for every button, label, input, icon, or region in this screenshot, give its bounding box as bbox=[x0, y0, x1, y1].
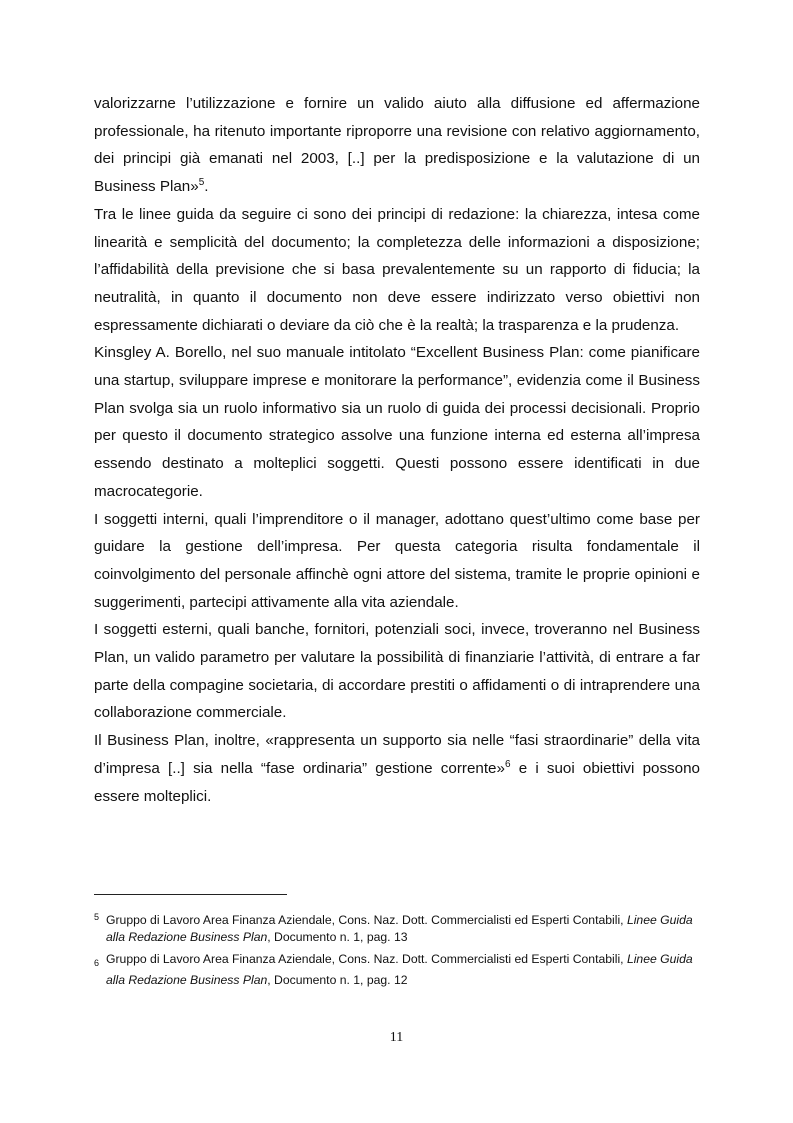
paragraph-text: Kinsgley A. Borello, nel suo manuale intitolato “Excellent Business Plan: come pianificare una startup, sviluppare imprese e monitorare la performance”, evidenzia come il Business Plan svolga sia un ruolo informativo sia un ruolo di guida dei processi decisionali. Proprio per questo il documento strategico assolve una funzione interna ed esterna all’impresa essendo destinato a molteplici soggetti. Questi possono essere identificati in due macrocategorie. bbox=[94, 344, 700, 500]
footnote-separator bbox=[94, 894, 287, 895]
footnote-reference[interactable]: 5 bbox=[198, 177, 205, 189]
footnote-title: Linee Guida alla Redazione Business Plan bbox=[106, 913, 693, 944]
footnote bbox=[94, 951, 700, 989]
footnote-mark: 6 bbox=[94, 958, 100, 968]
paragraph bbox=[94, 506, 700, 617]
footnote-text: Gruppo di Lavoro Area Finanza Aziendale, Cons. Naz. Dott. Commercialisti ed Esperti Contabili, bbox=[106, 952, 627, 966]
paragraph-text: I soggetti interni, quali l’imprenditore o il manager, adottano quest’ultimo come base per guidare la gestione dell’impresa. Per questa categoria risulta fondamentale il coinvolgimento del personale affinchè ogni attore del sistema, tramite le proprie opinioni e suggerimenti, partecipi attivamente alla vita aziendale. bbox=[94, 510, 700, 611]
paragraph-text: I soggetti esterni, quali banche, fornitori, potenziali soci, invece, troveranno nel Business Plan, un valido parametro per valutare la possibilità di finanziarie l’attività, di entrare a far parte della compagine societaria, di accordare prestiti o affidamenti o di intraprendere una collaborazione commerciale. bbox=[94, 621, 700, 722]
paragraph bbox=[94, 90, 700, 201]
paragraph-text: Tra le linee guida da seguire ci sono dei principi di redazione: la chiarezza, intesa come linearità e semplicità del documento; la completezza delle informazioni a disposizione; l’affidabilità della previsione che si basa prevalentemente su un rapporto di fiducia; la neutralità, in quanto il documento non deve essere indirizzato verso obiettivi non espressamente dichiarati o deviare da ciò che è la realtà; la trasparenza e la prudenza. bbox=[94, 205, 700, 334]
paragraph bbox=[94, 616, 700, 727]
page-number: 11 bbox=[389, 1030, 404, 1045]
paragraph-text: Il Business Plan, inoltre, «rappresenta un supporto sia nelle “fasi straordinarie” della vita d’impresa [..] sia nella “fase ordinaria” gestione corrente» bbox=[94, 732, 700, 777]
footnote-mark: 5 bbox=[94, 912, 100, 922]
footnotes bbox=[94, 909, 700, 994]
footnote bbox=[94, 909, 700, 946]
paragraph bbox=[94, 201, 700, 340]
footnote-tail: , Documento n. 1, pag. 13 bbox=[267, 930, 408, 944]
body-text bbox=[94, 90, 700, 810]
paragraph-text: valorizzarne l’utilizzazione e fornire un valido aiuto alla diffusione ed affermazione professionale, ha ritenuto importante riproporre una revisione con relativo aggiornamento, dei principi già emanati nel 2003, [..] per la predisposizione e la valutazione di un Business Plan» bbox=[94, 95, 700, 196]
footnote-tail: , Documento n. 1, pag. 12 bbox=[267, 973, 408, 987]
paragraph-text-tail: . bbox=[204, 178, 209, 196]
footnote-title: Linee Guida alla Redazione Business Plan bbox=[106, 952, 693, 987]
paragraph bbox=[94, 339, 700, 505]
paragraph-text-tail: e i suoi obiettivi possono essere molteplici. bbox=[94, 759, 700, 805]
paragraph bbox=[94, 727, 700, 810]
footnote-text: Gruppo di Lavoro Area Finanza Aziendale, Cons. Naz. Dott. Commercialisti ed Esperti Contabili, bbox=[106, 913, 627, 927]
footnote-reference[interactable]: 6 bbox=[504, 758, 511, 770]
